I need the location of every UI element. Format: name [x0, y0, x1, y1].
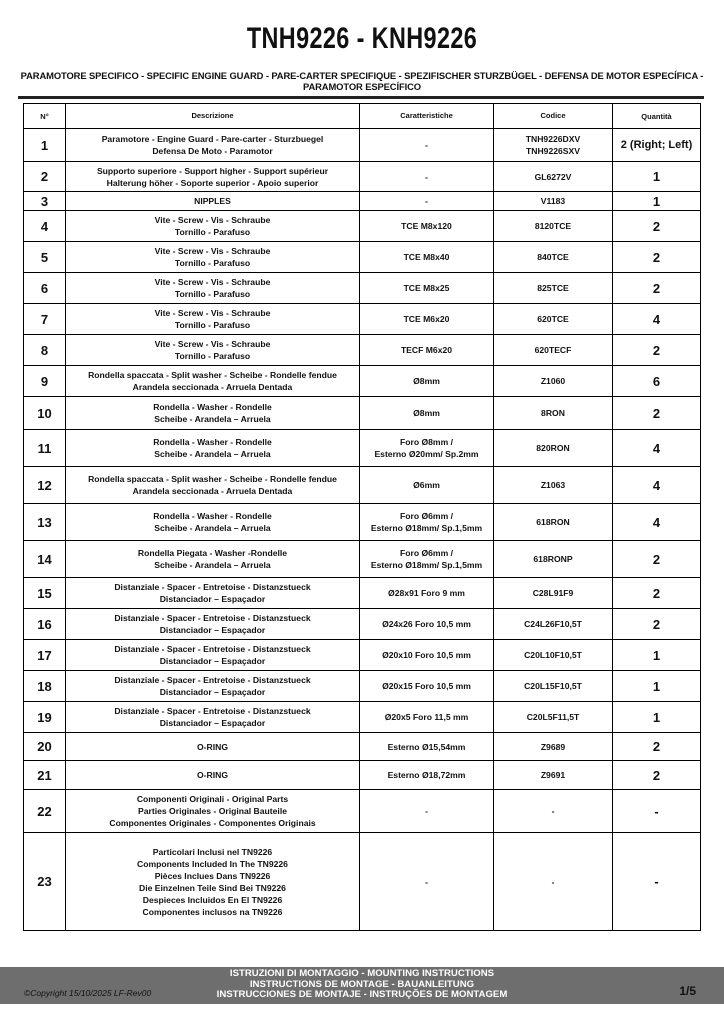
row-description-line: Die Einzelnen Teile Sind Bei TN9226 [139, 882, 286, 893]
row-characteristics [360, 578, 494, 609]
row-description [66, 129, 360, 162]
row-description-line: Defensa De Moto - Paramotor [152, 146, 273, 156]
row-description [66, 211, 360, 242]
row-code [494, 467, 613, 504]
row-code [494, 304, 613, 335]
row-code [494, 640, 613, 671]
row-code-line: 618RON [536, 517, 570, 527]
row-code-line: 840TCE [537, 252, 569, 262]
table-row [24, 609, 701, 640]
parts-table-body [24, 129, 701, 931]
row-description-line: Distanziale - Spacer - Entretoise - Distanzstueck [114, 613, 311, 623]
row-number: 7 [24, 304, 66, 335]
row-characteristics-line: Esterno Ø18mm/ Sp.1,5mm [370, 560, 483, 570]
row-quantity: 4 [613, 304, 701, 335]
row-description-line: Components Included In The TN9226 [137, 858, 288, 869]
row-code-line: 620TECF [534, 345, 572, 355]
row-code-line: C24L26F10,5T [524, 619, 582, 629]
row-quantity: 2 [613, 273, 701, 304]
row-characteristics [360, 211, 494, 242]
row-quantity: 2 [613, 761, 701, 790]
row-code [494, 671, 613, 702]
row-code-line: 8120TCE [534, 221, 572, 231]
row-characteristics-line: TCE M8x120 [401, 221, 452, 231]
row-description-line: Vite - Screw - Vis - Schraube [154, 277, 271, 287]
row-quantity: 2 [613, 578, 701, 609]
row-characteristics-line: Foro Ø6mm / [399, 511, 453, 521]
row-code-line: TNH9226SXV [526, 146, 580, 156]
row-characteristics-line: Ø28x91 Foro 9 mm [388, 588, 465, 598]
row-characteristics-line: Ø20x10 Foro 10,5 mm [382, 650, 471, 660]
table-row [24, 671, 701, 702]
footer-line: INSTRUCCIONES DE MONTAJE - INSTRUÇÕES DE MONTAGEM [216, 989, 508, 1000]
row-quantity: 2 [613, 733, 701, 761]
row-code [494, 733, 613, 761]
row-code [494, 397, 613, 430]
row-code-line: 820RON [536, 443, 570, 453]
row-code [494, 761, 613, 790]
row-number: 19 [24, 702, 66, 733]
row-characteristics [360, 397, 494, 430]
row-characteristics-line: Ø8mm [413, 376, 440, 386]
row-quantity: 1 [613, 671, 701, 702]
row-description-line: Rondella - Washer - Rondelle [153, 402, 272, 412]
row-code [494, 162, 613, 192]
row-description-line: Scheibe - Arandela – Arruela [154, 414, 271, 424]
table-row [24, 335, 701, 366]
row-quantity: 2 (Right; Left) [613, 129, 701, 162]
row-description-line: Rondella spaccata - Split washer - Scheibe - Rondelle fendue [88, 474, 337, 484]
row-code [494, 609, 613, 640]
row-description-line: Componentes Originales - Componentes Originais [109, 818, 316, 828]
row-characteristics-line: - [425, 140, 428, 150]
row-characteristics [360, 366, 494, 397]
row-code-line: 825TCE [537, 283, 569, 293]
row-description [66, 366, 360, 397]
row-characteristics [360, 304, 494, 335]
row-number: 6 [24, 273, 66, 304]
row-description [66, 192, 360, 211]
row-number: 11 [24, 430, 66, 467]
row-number: 23 [24, 833, 66, 931]
row-code [494, 504, 613, 541]
row-description-line: Distanciador – Espaçador [159, 625, 266, 635]
row-description-line: Scheibe - Arandela – Arruela [154, 449, 271, 459]
row-description [66, 335, 360, 366]
row-code-line: C20L5F11,5T [526, 712, 580, 722]
row-number: 17 [24, 640, 66, 671]
row-number: 4 [24, 211, 66, 242]
row-characteristics [360, 162, 494, 192]
row-number: 20 [24, 733, 66, 761]
row-description-line: Arandela seccionada - Arruela Dentada [132, 382, 293, 392]
row-description-line: Pièces Inclues Dans TN9226 [154, 870, 271, 881]
row-characteristics [360, 192, 494, 211]
table-row [24, 397, 701, 430]
row-quantity: 4 [613, 430, 701, 467]
document-title: TNH9226 - KNH9226 [246, 22, 478, 55]
row-characteristics-line: - [425, 806, 428, 816]
row-code-line: Z9689 [540, 741, 566, 752]
row-number: 21 [24, 761, 66, 790]
row-code-line: - [551, 876, 555, 887]
row-number: 10 [24, 397, 66, 430]
row-description-line: Distanciador – Espaçador [159, 687, 266, 697]
row-description [66, 541, 360, 578]
table-row [24, 541, 701, 578]
row-characteristics [360, 335, 494, 366]
row-characteristics-line: TECF M6x20 [400, 345, 453, 355]
header-quantity: Quantità [613, 104, 701, 129]
row-code [494, 366, 613, 397]
row-code-line: 8RON [541, 408, 565, 418]
row-number: 1 [24, 129, 66, 162]
row-description-line: Distanziale - Spacer - Entretoise - Distanzstueck [114, 644, 311, 654]
table-row [24, 242, 701, 273]
row-code-line: - [551, 806, 555, 816]
row-quantity: 2 [613, 397, 701, 430]
row-characteristics-line: Esterno Ø18mm/ Sp.1,5mm [370, 523, 483, 533]
row-characteristics-line: Esterno Ø20mm/ Sp.2mm [374, 449, 479, 459]
row-code-line: TNH9226DXV [525, 134, 581, 144]
table-row [24, 162, 701, 192]
footer-line: ISTRUZIONI DI MONTAGGIO - MOUNTING INSTRUCTIONS [229, 968, 495, 979]
row-code [494, 833, 613, 931]
row-description-line: Halterung höher - Soporte superior - Apoio superior [106, 177, 319, 188]
row-description-line: Rondella spaccata - Split washer - Scheibe - Rondelle fendue [88, 370, 337, 380]
row-characteristics-line: TCE M8x40 [403, 252, 450, 262]
row-description [66, 702, 360, 733]
row-description-line: Rondella - Washer - Rondelle [153, 437, 272, 447]
row-description-line: Distanziale - Spacer - Entretoise - Distanzstueck [114, 675, 311, 685]
row-characteristics [360, 790, 494, 833]
row-code-line: GL6272V [534, 171, 572, 182]
row-description-line: Scheibe - Arandela – Arruela [154, 523, 271, 533]
row-characteristics [360, 833, 494, 931]
row-description-line: Distanciador – Espaçador [159, 656, 266, 666]
row-description-line: Vite - Screw - Vis - Schraube [154, 246, 271, 256]
row-code [494, 790, 613, 833]
row-quantity: 1 [613, 702, 701, 733]
table-row [24, 304, 701, 335]
row-description-line: Scheibe - Arandela – Arruela [154, 560, 271, 570]
title-divider [18, 96, 704, 99]
row-description-line: Componenti Originali - Original Parts [136, 794, 289, 804]
row-number: 16 [24, 609, 66, 640]
row-number: 14 [24, 541, 66, 578]
row-quantity: - [613, 833, 701, 931]
row-number: 12 [24, 467, 66, 504]
row-description-line: Distanziale - Spacer - Entretoise - Distanzstueck [114, 706, 311, 716]
table-row [24, 129, 701, 162]
row-characteristics-line: Esterno Ø15,54mm [387, 741, 466, 752]
row-number: 2 [24, 162, 66, 192]
row-characteristics [360, 273, 494, 304]
row-number: 13 [24, 504, 66, 541]
row-quantity: 2 [613, 541, 701, 578]
row-description-line: Arandela seccionada - Arruela Dentada [132, 486, 293, 496]
row-code-line: Z1060 [540, 376, 566, 386]
row-code [494, 129, 613, 162]
row-characteristics [360, 541, 494, 578]
row-code-line: Z1063 [540, 480, 566, 490]
row-description-line: Tornillo - Parafuso [174, 227, 251, 237]
document-subtitle: PARAMOTORE SPECIFICO - SPECIFIC ENGINE GUARD - PARE-CARTER SPECIFIQUE - SPEZIFISCHER STURZBÜGEL - DEFENSA DE MOTOR ESPECÍFICA - PARAMOTOR ESPECÍFICO [20, 70, 704, 92]
row-characteristics [360, 733, 494, 761]
row-code [494, 702, 613, 733]
row-number: 5 [24, 242, 66, 273]
row-number: 8 [24, 335, 66, 366]
row-quantity: 1 [613, 162, 701, 192]
row-code [494, 335, 613, 366]
page-number: 1/5 [679, 984, 696, 998]
table-row [24, 430, 701, 467]
row-characteristics-line: Ø24x26 Foro 10,5 mm [382, 619, 471, 629]
row-code [494, 192, 613, 211]
row-code-line: 618RONP [533, 554, 573, 564]
header-characteristics: Caratteristiche [360, 104, 494, 129]
row-description [66, 733, 360, 761]
row-characteristics-line: TCE M6x20 [403, 314, 450, 324]
row-description-line: Vite - Screw - Vis - Schraube [154, 308, 271, 318]
table-row [24, 366, 701, 397]
row-description-line: Componentes inclusos na TN9226 [142, 906, 283, 917]
row-description-line: Distanziale - Spacer - Entretoise - Distanzstueck [114, 582, 311, 592]
row-code [494, 273, 613, 304]
row-characteristics-line: Esterno Ø18,72mm [387, 770, 466, 780]
row-characteristics [360, 430, 494, 467]
table-row [24, 702, 701, 733]
row-description-line: Rondella - Washer - Rondelle [153, 511, 272, 521]
row-characteristics-line: Ø20x5 Foro 11,5 mm [384, 712, 469, 722]
row-description [66, 504, 360, 541]
row-description [66, 430, 360, 467]
row-characteristics-line: TCE M8x25 [403, 283, 450, 293]
row-characteristics [360, 761, 494, 790]
row-description [66, 833, 360, 931]
row-description [66, 640, 360, 671]
row-code-line: Z9691 [540, 770, 566, 780]
row-characteristics-line: - [425, 196, 428, 206]
header-description: Descrizione [66, 104, 360, 129]
row-characteristics [360, 702, 494, 733]
table-row [24, 790, 701, 833]
row-description-line: Tornillo - Parafuso [174, 320, 251, 330]
table-row [24, 578, 701, 609]
row-description [66, 397, 360, 430]
row-code-line: C20L10F10,5T [524, 650, 582, 660]
row-description-line: O-RING [196, 770, 229, 780]
row-quantity: 2 [613, 211, 701, 242]
row-description-line: Vite - Screw - Vis - Schraube [154, 339, 271, 349]
row-code [494, 578, 613, 609]
row-description-line: Despieces Incluidos En El TN9226 [142, 894, 283, 905]
row-number: 18 [24, 671, 66, 702]
table-row [24, 733, 701, 761]
row-description [66, 578, 360, 609]
row-characteristics-line: Ø20x15 Foro 10,5 mm [382, 681, 471, 691]
row-description-line: Parties Originales - Original Bauteile [137, 806, 287, 816]
row-code [494, 430, 613, 467]
row-quantity: 6 [613, 366, 701, 397]
table-row [24, 761, 701, 790]
row-description-line: Paramotore - Engine Guard - Pare-carter - Sturzbuegel [101, 134, 324, 144]
row-code-line: C20L15F10,5T [524, 681, 582, 691]
table-row [24, 273, 701, 304]
row-characteristics-line: - [425, 876, 428, 887]
row-characteristics-line: Foro Ø8mm / [399, 437, 453, 447]
row-description-line: NIPPLES [194, 196, 231, 206]
header-code: Codice [494, 104, 613, 129]
row-description [66, 467, 360, 504]
table-header-row [24, 104, 701, 129]
table-row [24, 192, 701, 211]
row-characteristics [360, 467, 494, 504]
row-characteristics [360, 609, 494, 640]
row-description [66, 671, 360, 702]
row-description-line: Distanciador – Espaçador [159, 594, 266, 604]
row-code [494, 541, 613, 578]
row-quantity: 2 [613, 335, 701, 366]
row-description-line: Vite - Screw - Vis - Schraube [154, 215, 271, 225]
row-quantity: - [613, 790, 701, 833]
row-description-line: Distanciador – Espaçador [159, 718, 266, 728]
row-characteristics [360, 129, 494, 162]
row-quantity: 2 [613, 242, 701, 273]
row-description [66, 609, 360, 640]
footer-line: INSTRUCTIONS DE MONTAGE - BAUANLEITUNG [249, 978, 475, 990]
row-code [494, 211, 613, 242]
row-description [66, 242, 360, 273]
row-code-line: V1183 [540, 196, 566, 206]
row-characteristics-line: Ø6mm [413, 480, 440, 490]
row-characteristics [360, 671, 494, 702]
row-characteristics-line: - [425, 171, 428, 182]
row-characteristics-line: Foro Ø6mm / [399, 548, 453, 558]
row-characteristics-line: Ø8mm [413, 408, 440, 418]
table-row [24, 640, 701, 671]
row-description [66, 304, 360, 335]
row-description-line: Rondella Piegata - Washer -Rondelle [137, 548, 288, 558]
row-description [66, 162, 360, 192]
row-code-line: C28L91F9 [532, 588, 574, 598]
table-row [24, 504, 701, 541]
row-description [66, 761, 360, 790]
row-description-line: Tornillo - Parafuso [174, 258, 251, 268]
row-code [494, 242, 613, 273]
row-number: 15 [24, 578, 66, 609]
row-number: 9 [24, 366, 66, 397]
row-description-line: Particolari Inclusi nel TN9226 [152, 846, 273, 857]
row-characteristics [360, 242, 494, 273]
footer-bar [0, 967, 724, 1004]
row-description-line: O-RING [196, 741, 229, 752]
table-row [24, 211, 701, 242]
parts-table [23, 103, 701, 931]
table-row [24, 833, 701, 931]
copyright-text: ©Copyright 15/10/2025 LF-Rev00 [24, 988, 152, 998]
row-description-line: Supporto superiore - Support higher - Support supérieur [96, 165, 329, 176]
row-quantity: 2 [613, 609, 701, 640]
row-characteristics [360, 640, 494, 671]
row-description-line: Tornillo - Parafuso [174, 289, 251, 299]
table-row [24, 467, 701, 504]
row-quantity: 1 [613, 640, 701, 671]
row-quantity: 1 [613, 192, 701, 211]
row-quantity: 4 [613, 504, 701, 541]
header-num: N° [24, 104, 66, 129]
row-description [66, 273, 360, 304]
row-characteristics [360, 504, 494, 541]
row-quantity: 4 [613, 467, 701, 504]
row-number: 3 [24, 192, 66, 211]
row-description-line: Tornillo - Parafuso [174, 351, 251, 361]
row-number: 22 [24, 790, 66, 833]
row-code-line: 620TCE [537, 314, 569, 324]
row-description [66, 790, 360, 833]
